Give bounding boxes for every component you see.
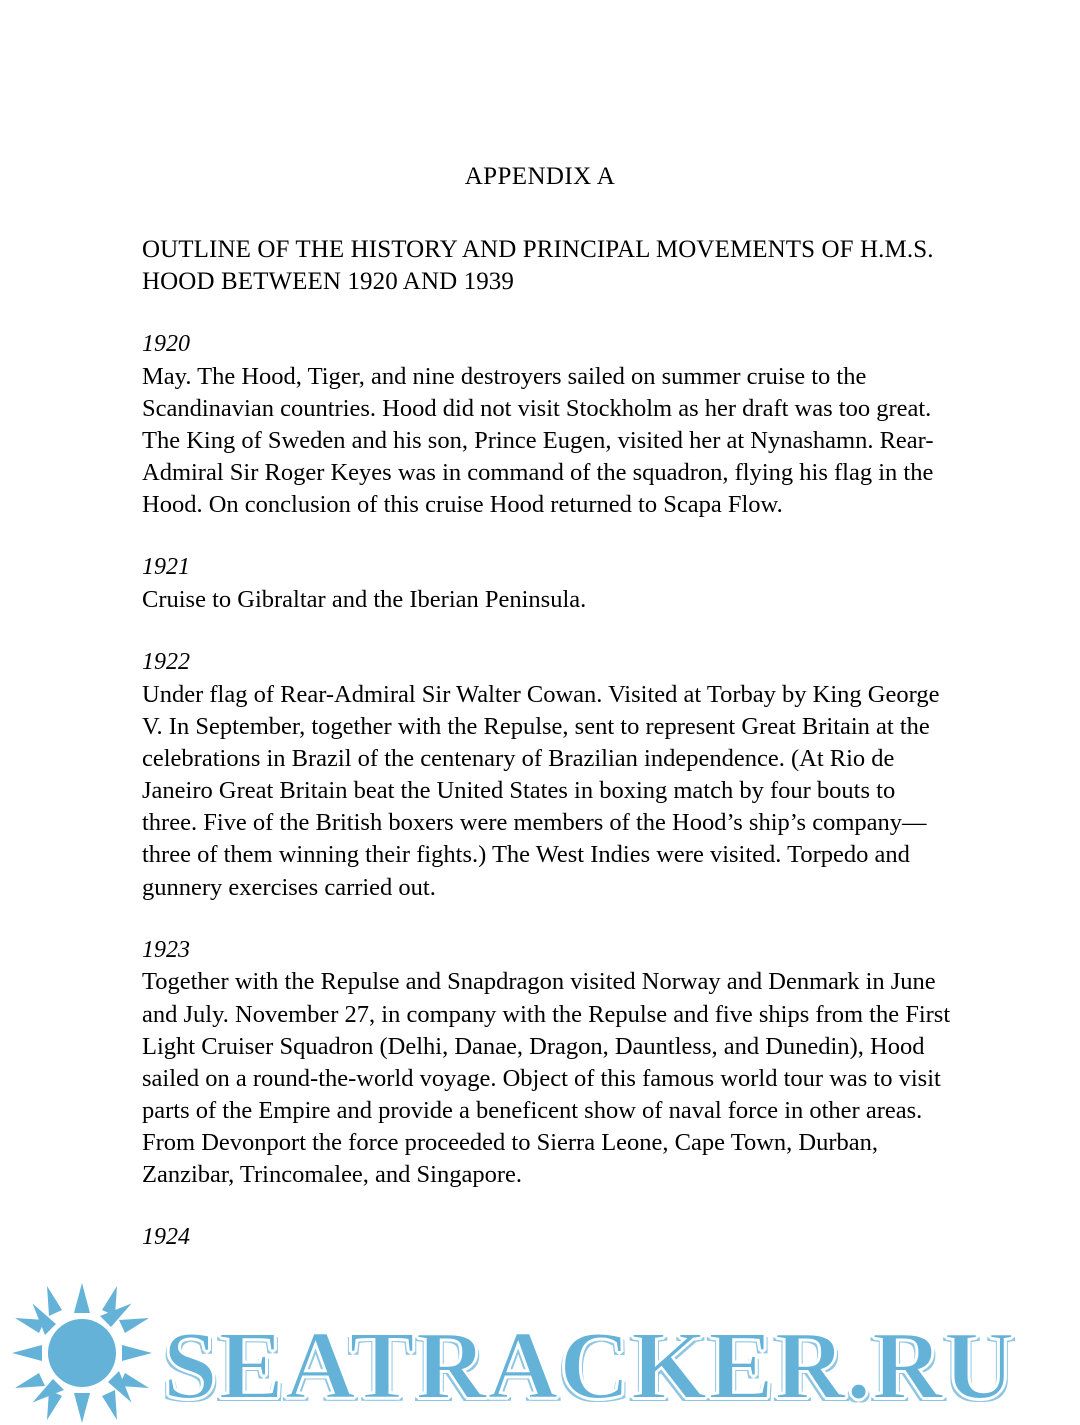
year-label: 1921 bbox=[142, 554, 190, 581]
year-entry-1924 bbox=[142, 1223, 952, 1252]
year-entry-1921 bbox=[142, 553, 952, 616]
year-text: Cruise to Gibraltar and the Iberian Peninsula. bbox=[142, 586, 587, 614]
year-text: May. The Hood, Tiger, and nine destroyers sailed on summer cruise to the Scandinavian countries. Hood did not visit Stockholm as her draft was too great. The King of Sweden and his son, Prince Eugen, visited her at Nynashamn. Rear-Admiral Sir Roger Keyes was in command of the squadron, flying his flag in the Hood. On conclusion of this cruise Hood returned to Scapa Flow. bbox=[142, 362, 934, 519]
year-label: 1920 bbox=[142, 331, 190, 357]
year-label: 1923 bbox=[142, 936, 190, 963]
year-label: 1924 bbox=[142, 1224, 190, 1251]
year-entry-1920 bbox=[142, 330, 952, 521]
year-label: 1922 bbox=[142, 649, 190, 676]
year-entry-1923 bbox=[142, 936, 952, 1191]
document-content bbox=[128, 234, 952, 1252]
appendix-title: APPENDIX A bbox=[464, 163, 616, 190]
watermark-text: SEATRACKER.RU bbox=[163, 1312, 1016, 1420]
watermark bbox=[0, 1265, 1080, 1425]
year-text: Under flag of Rear-Admiral Sir Walter Cowan. Visited at Torbay by King George V. In September, together with the Repulse, sent to represent Great Britain at the celebrations in Brazil of the centenary of Brazilian independence. (At Rio de Janeiro Great Britain beat the United States in boxing match by four bouts to three. Five of the British boxers were members of the Hood’s ship’s company—three of them winning their fights.) The West Indies were visited. Torpedo and gunnery exercises carried out. bbox=[142, 680, 940, 901]
sun-icon bbox=[12, 1283, 152, 1423]
page-title: OUTLINE OF THE HISTORY AND PRINCIPAL MOVEMENTS OF H.M.S. HOOD BETWEEN 1920 AND 1939 bbox=[142, 236, 934, 295]
year-text: Together with the Repulse and Snapdragon visited Norway and Denmark in June and July. November 27, in company with the Repulse and five ships from the First Light Cruiser Squadron (Delhi, Danae, Dragon, Dauntless, and Dunedin), Hood sailed on a round-the-world voyage. Object of this famous world tour was to visit parts of the Empire and provide a beneficent show of naval force in other areas. From Devonport the force proceeded to Sierra Leone, Cape Town, Durban, Zanzibar, Trincomalee, and Singapore. bbox=[142, 968, 951, 1188]
year-entry-1922 bbox=[142, 648, 952, 903]
